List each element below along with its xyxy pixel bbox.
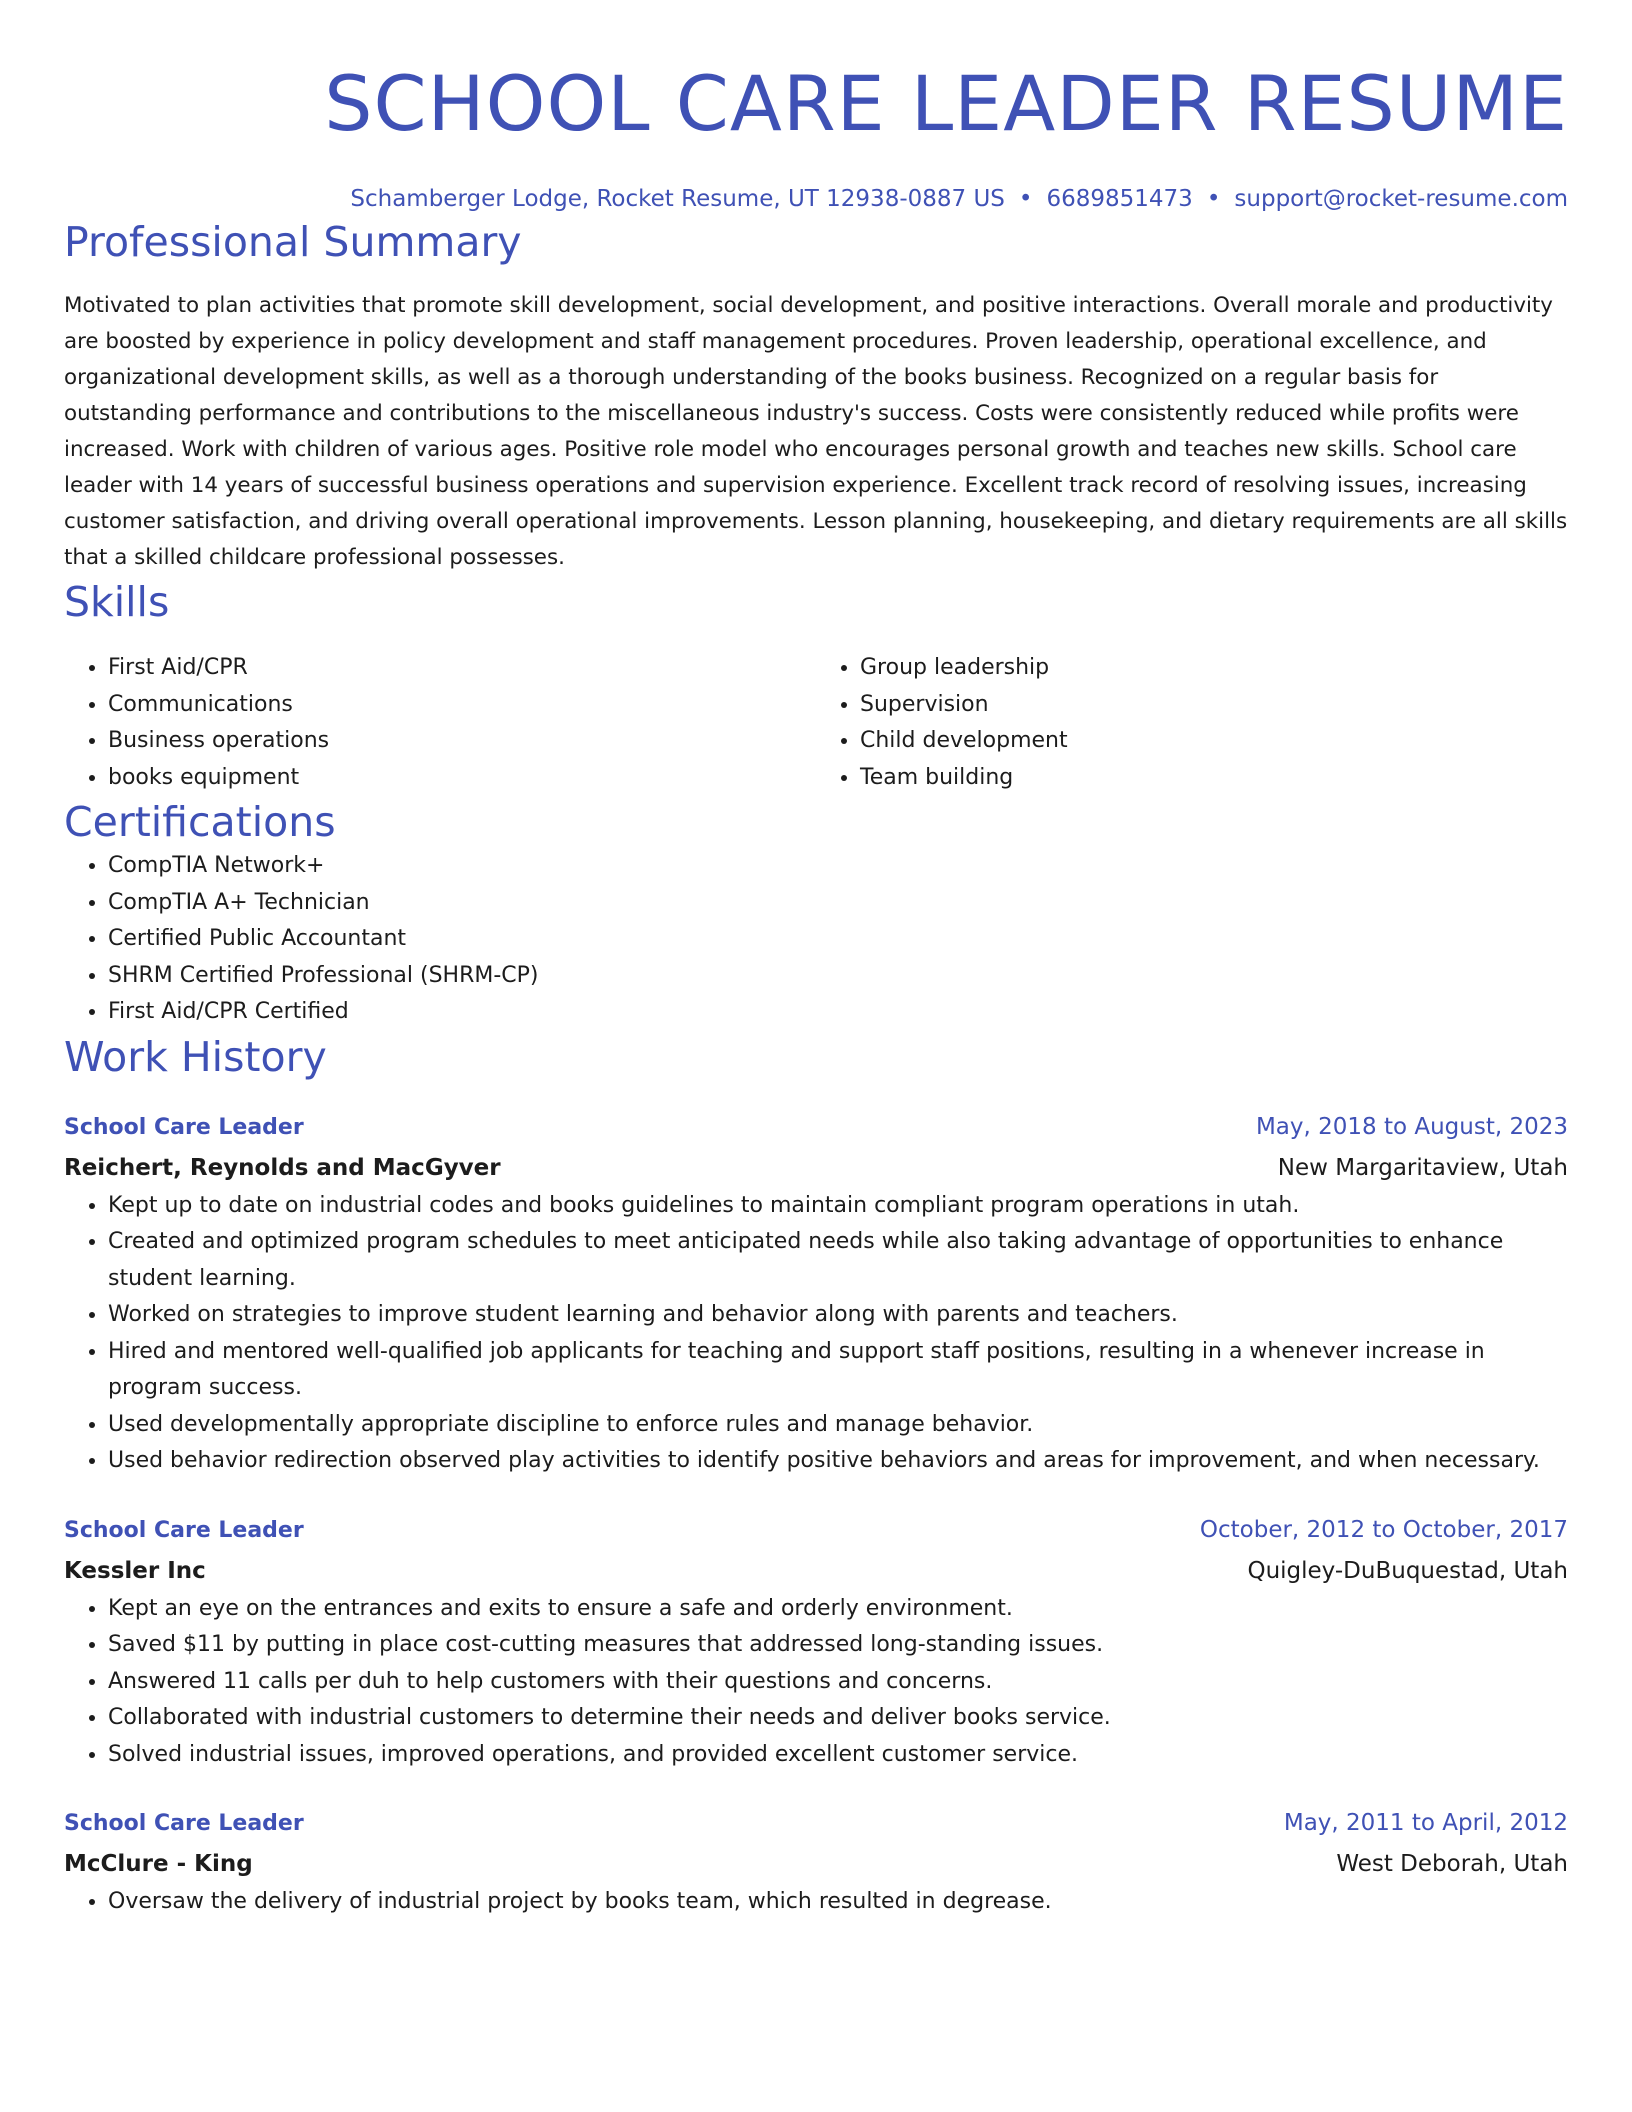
job-entry [64, 1107, 1568, 1480]
certifications-heading: Certifications [64, 798, 336, 846]
job-entry [64, 1803, 1568, 1921]
job-bullet: • Used behavior redirection observed play activities to identify positive behaviors and areas for improvement, and when necessary. [108, 1443, 1568, 1480]
job-title: School Care Leader [64, 1811, 304, 1836]
skills-heading: Skills [64, 578, 170, 626]
job-dates: October, 2012 to October, 2017 [1199, 1516, 1568, 1543]
certification-item: • CompTIA A+ Technician [108, 885, 1568, 922]
job-bullet: • Kept up to date on industrial codes and books guidelines to maintain compliant program operations in utah. [108, 1188, 1568, 1225]
certification-item: • CompTIA Network+ [108, 848, 1568, 885]
skill-item: • First Aid/CPR [108, 650, 816, 687]
contact-email: support@rocket-resume.com [1234, 186, 1568, 212]
certification-item: • Certified Public Accountant [108, 921, 1568, 958]
skills-list [64, 650, 1568, 796]
job-entry [64, 1510, 1568, 1774]
job-bullets [64, 1188, 1568, 1480]
resume-page [64, 52, 1568, 1921]
job-bullet: • Worked on strategies to improve student learning and behavior along with parents and teachers. [108, 1297, 1568, 1334]
job-bullet: • Answered 11 calls per duh to help customers with their questions and concerns. [108, 1664, 1568, 1701]
job-dates: May, 2011 to April, 2012 [1283, 1810, 1568, 1836]
job-bullet: • Oversaw the delivery of industrial project by books team, which resulted in degrease. [108, 1884, 1568, 1921]
work-history-list [64, 1107, 1568, 1921]
summary-heading: Professional Summary [64, 218, 522, 266]
certifications-list [64, 848, 1568, 1031]
skill-item: • Group leadership [860, 650, 1568, 687]
job-bullet: • Kept an eye on the entrances and exits to ensure a safe and orderly environment. [108, 1591, 1568, 1628]
job-company: Reichert, Reynolds and MacGyver [64, 1154, 501, 1181]
job-title: School Care Leader [64, 1517, 304, 1543]
skill-item: • Team building [860, 760, 1568, 797]
skill-item: • books equipment [108, 760, 816, 797]
contact-phone: 6689851473 [1046, 186, 1193, 212]
job-title: School Care Leader [64, 1114, 304, 1140]
contact-separator: • [1206, 186, 1221, 212]
job-bullets [64, 1884, 1568, 1921]
job-company: Kessler Inc [64, 1557, 206, 1584]
skill-item: • Business operations [108, 723, 816, 760]
job-bullet: • Used developmentally appropriate discipline to enforce rules and manage behavior. [108, 1407, 1568, 1444]
job-bullet: • Hired and mentored well-qualified job applicants for teaching and support staff positions, resulting in a whenever increase in program success. [108, 1334, 1568, 1407]
job-bullet: • Solved industrial issues, improved operations, and provided excellent customer service. [108, 1737, 1568, 1774]
job-location: Quigley-DuBuquestad, Utah [1247, 1557, 1568, 1584]
job-bullet: • Collaborated with industrial customers to determine their needs and deliver books service. [108, 1700, 1568, 1737]
skill-item: • Child development [860, 723, 1568, 760]
job-dates: May, 2018 to August, 2023 [1255, 1113, 1568, 1140]
resume-title: SCHOOL CARE LEADER RESUME [324, 59, 1568, 148]
skills-column-left [64, 650, 816, 796]
job-bullets [64, 1591, 1568, 1774]
job-bullet: • Saved $11 by putting in place cost-cutting measures that addressed long-standing issues. [108, 1627, 1568, 1664]
contact-address: Schamberger Lodge, Rocket Resume, UT 12938-0887 US [350, 186, 1005, 212]
job-bullet: • Created and optimized program schedules to meet anticipated needs while also taking advantage of opportunities to enhance student learning. [108, 1224, 1568, 1297]
certification-item: • SHRM Certified Professional (SHRM-CP) [108, 958, 1568, 995]
certification-item: • First Aid/CPR Certified [108, 994, 1568, 1031]
job-company: McClure - King [64, 1851, 253, 1877]
skill-item: • Communications [108, 687, 816, 724]
work-history-heading: Work History [64, 1032, 327, 1081]
skills-column-right [816, 650, 1568, 796]
contact-separator: • [1018, 186, 1033, 212]
job-location: West Deborah, Utah [1336, 1851, 1568, 1877]
contact-line [64, 182, 1568, 216]
summary-text: Motivated to plan activities that promote skill development, social development, and positive interactions. Overall morale and productivity are boosted by experience in policy development and staff management procedures. Proven leadership, operational excellence, and organizational development skills, as well as a thorough understanding of the books business. Recognized on a regular basis for outstanding performance and contributions to the miscellaneous industry's success. Costs were consistently reduced while profits were increased. Work with children of various ages. Positive role model who encourages personal growth and teaches new skills. School care leader with 14 years of successful business operations and supervision experience. Excellent track record of resolving issues, increasing customer satisfaction, and driving overall operational improvements. Lesson planning, housekeeping, and dietary requirements are all skills that a skilled childcare professional possesses. [64, 293, 1568, 570]
skill-item: • Supervision [860, 687, 1568, 724]
job-location: New Margaritaview, Utah [1277, 1154, 1568, 1181]
